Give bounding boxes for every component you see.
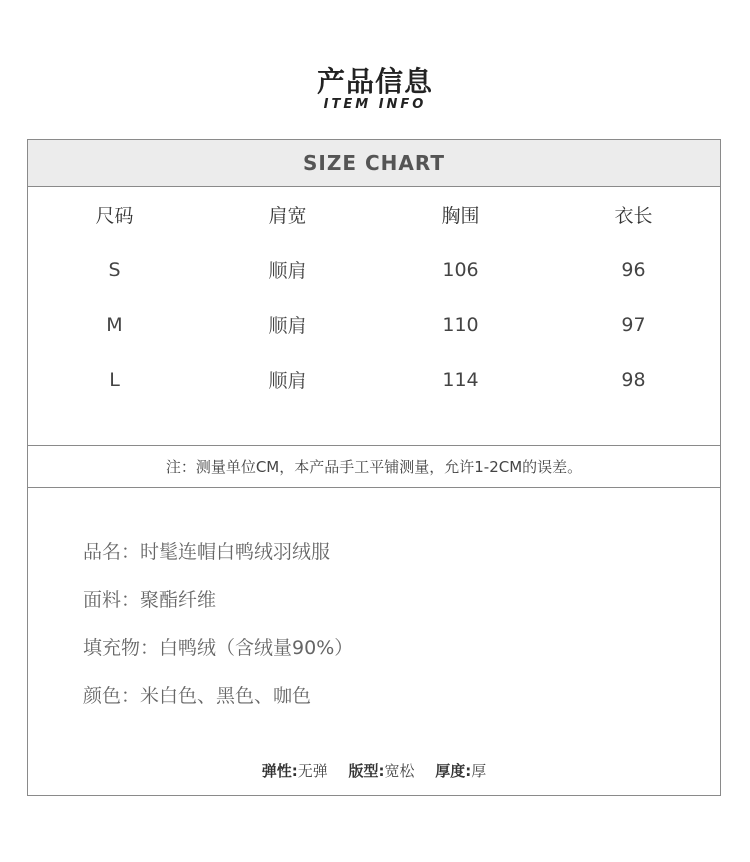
table-cell: 顺肩 bbox=[268, 315, 307, 337]
table-row bbox=[28, 297, 720, 352]
column-header-shoulder: 肩宽 bbox=[268, 205, 307, 227]
size-chart-title: SIZE CHART bbox=[28, 140, 720, 187]
table-cell: M bbox=[106, 313, 123, 336]
info-value: 白鸭绒（含绒量90%） bbox=[159, 637, 354, 659]
page-title: 产品信息 bbox=[316, 65, 433, 98]
info-line-fabric bbox=[83, 586, 353, 634]
spec-label: 厚度: bbox=[435, 762, 472, 780]
spec-label: 版型: bbox=[348, 762, 385, 780]
info-value: 米白色、黑色、咖色 bbox=[140, 685, 312, 707]
info-label: 颜色： bbox=[83, 685, 141, 707]
info-line-name bbox=[83, 538, 353, 586]
spec-attributes bbox=[28, 760, 720, 781]
info-line-filling bbox=[83, 634, 353, 682]
table-cell: 114 bbox=[442, 368, 479, 391]
table-cell: 顺肩 bbox=[268, 370, 307, 392]
product-info bbox=[83, 538, 353, 730]
table-cell: 97 bbox=[621, 313, 646, 336]
info-line-color bbox=[83, 682, 353, 730]
page-subtitle: ITEM INFO bbox=[323, 97, 427, 112]
spec-thickness bbox=[435, 760, 486, 781]
table-cell: 106 bbox=[442, 258, 479, 281]
spec-label: 弹性: bbox=[261, 762, 298, 780]
column-header-size: 尺码 bbox=[95, 205, 134, 227]
info-label: 面料： bbox=[83, 589, 141, 611]
table-cell: 96 bbox=[621, 258, 646, 281]
table-cell: S bbox=[108, 258, 121, 281]
spec-value: 无弹 bbox=[297, 762, 328, 780]
info-label: 填充物： bbox=[83, 637, 160, 659]
table-row bbox=[28, 352, 720, 407]
spec-value: 厚 bbox=[471, 762, 487, 780]
size-chart-box bbox=[27, 139, 721, 796]
table-header-row bbox=[28, 187, 720, 242]
table-cell: L bbox=[109, 368, 120, 391]
table-row bbox=[28, 242, 720, 297]
column-header-chest: 胸围 bbox=[441, 205, 480, 227]
table-cell: 110 bbox=[442, 313, 479, 336]
info-value: 时髦连帽白鸭绒羽绒服 bbox=[140, 541, 331, 563]
measurement-note: 注：测量单位CM，本产品手工平铺测量，允许1-2CM的误差。 bbox=[28, 445, 720, 488]
spec-value: 宽松 bbox=[384, 762, 415, 780]
info-value: 聚酯纤维 bbox=[140, 589, 217, 611]
table-cell: 顺肩 bbox=[268, 260, 307, 282]
spec-elasticity bbox=[262, 760, 328, 781]
size-table bbox=[28, 187, 720, 407]
info-label: 品名： bbox=[83, 541, 141, 563]
column-header-length: 衣长 bbox=[614, 205, 653, 227]
table-cell: 98 bbox=[621, 368, 646, 391]
spec-fit bbox=[348, 760, 414, 781]
